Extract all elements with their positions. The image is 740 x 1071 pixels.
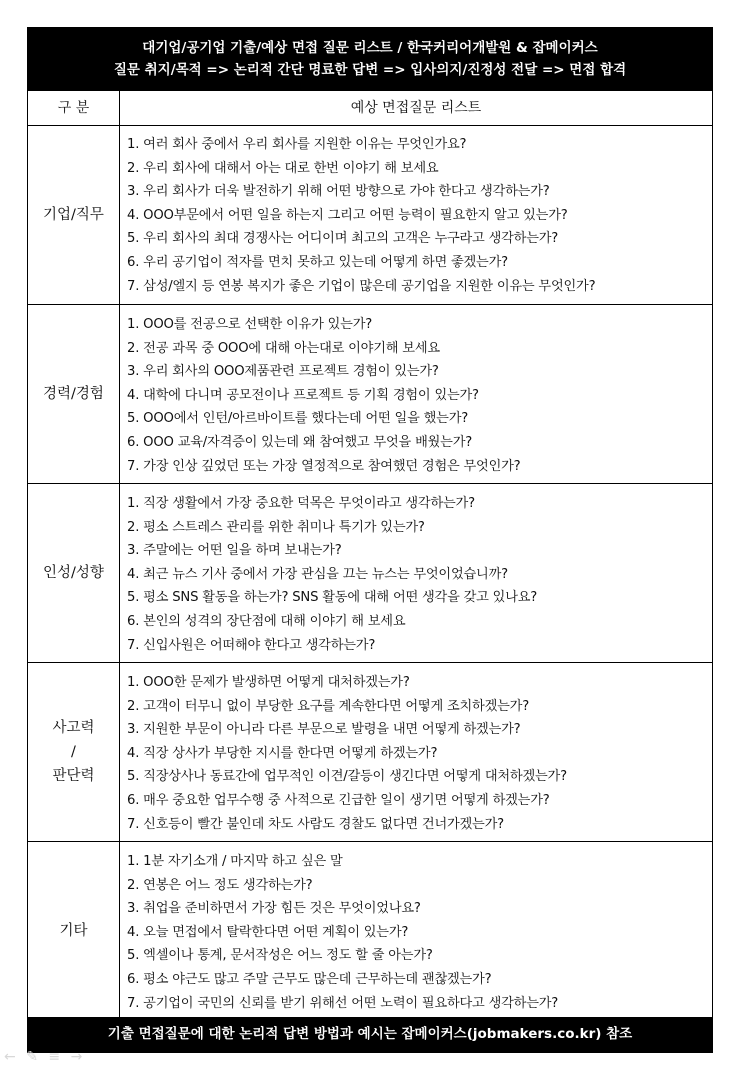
question-item: 2. 우리 회사에 대해서 아는 대로 한번 이야기 해 보세요 <box>127 160 439 176</box>
question-item: 6. 우리 공기업이 적자를 면치 못하고 있는데 어떻게 하면 좋겠는가? <box>127 254 508 270</box>
question-item: 4. 대학에 다니며 공모전이나 프로젝트 등 기획 경험이 있는가? <box>127 387 479 403</box>
question-list <box>127 313 708 478</box>
question-item: 7. 삼성/엘지 등 연봉 복지가 좋은 기업이 많은데 공기업을 지원한 이유는 무엇인가? <box>127 278 596 294</box>
question-item: 1. OOO를 전공으로 선택한 이유가 있는가? <box>127 317 373 332</box>
question-item: 3. 주말에는 어떤 일을 하며 보내는가? <box>127 543 342 559</box>
question-item: 2. 평소 스트레스 관리를 위한 취미나 특기가 있는가? <box>127 519 425 535</box>
question-list <box>127 133 708 298</box>
question-item: 5. OOO에서 인턴/아르바이트를 했다는데 어떤 일을 했는가? <box>127 411 469 427</box>
column-header-row <box>28 91 712 126</box>
question-item: 4. 직장 상사가 부당한 지시를 한다면 어떻게 하겠는가? <box>127 745 438 761</box>
table-header-banner <box>28 28 712 91</box>
question-item: 5. 엑셀이나 통계, 문서작성은 어느 정도 할 줄 아는가? <box>127 948 433 964</box>
section-row <box>28 663 712 842</box>
section-row <box>28 305 712 484</box>
question-item: 6. 매우 중요한 업무수행 중 사적으로 긴급한 일이 생기면 어떻게 하겠는가? <box>127 792 550 808</box>
pen-icon[interactable]: ✎ <box>26 1049 38 1065</box>
header-subtitle: 질문 취지/목적 => 논리적 간단 명료한 답변 => 입사의지/진정성 전달 => 면접 합격 <box>113 62 627 78</box>
question-item: 4. 최근 뉴스 기사 중에서 가장 관심을 끄는 뉴스는 무엇이었습니까? <box>127 566 508 582</box>
category-label: 기업/직무 <box>43 206 104 223</box>
section-row <box>28 125 712 305</box>
back-arrow-icon[interactable]: ← <box>4 1049 16 1065</box>
question-item: 7. 공기업이 국민의 신뢰를 받기 위해선 어떤 노력이 필요하다고 생각하는가? <box>127 995 559 1011</box>
question-list <box>127 671 708 836</box>
page-nav-toolbar <box>4 1049 88 1069</box>
question-item: 7. 가장 인상 깊었던 또는 가장 열정적으로 참여했던 경험은 무엇인가? <box>127 458 521 474</box>
question-item: 4. 오늘 면접에서 탈락한다면 어떤 계획이 있는가? <box>127 924 409 940</box>
column-header-questions: 예상 면접질문 리스트 <box>350 100 482 116</box>
question-list <box>127 850 708 1015</box>
header-title: 대기업/공기업 기출/예상 면접 질문 리스트 / 한국커리어개발원 & 잡메이커스 <box>142 40 598 56</box>
table-footer-note: 기출 면접질문에 대한 논리적 답변 방법과 예시는 잡메이커스(jobmakers.co.kr) 참조 <box>28 1017 712 1052</box>
category-cell <box>28 663 120 841</box>
question-item: 5. 직장상사나 동료간에 업무적인 이견/갈등이 생긴다면 어떻게 대처하겠는가? <box>127 769 567 785</box>
question-item: 7. 신입사원은 어떠해야 한다고 생각하는가? <box>127 637 376 653</box>
question-item: 4. OOO부문에서 어떤 일을 하는지 그리고 어떤 능력이 필요한지 알고 있는가? <box>127 207 568 223</box>
category-label: 기타 <box>59 923 88 939</box>
category-label: 사고력 <box>52 720 95 736</box>
question-item: 6. 본인의 성격의 장단점에 대해 이야기 해 보세요 <box>127 613 406 629</box>
question-item: 6. 평소 야근도 많고 주말 근무도 많은데 근무하는데 괜찮겠는가? <box>127 971 492 987</box>
question-item: 2. 연봉은 어느 정도 생각하는가? <box>127 877 313 893</box>
interview-question-table <box>27 27 713 1053</box>
menu-icon[interactable]: ≡ <box>48 1049 61 1065</box>
question-item: 3. 우리 회사가 더욱 발전하기 위해 어떤 방향으로 가야 한다고 생각하는가? <box>127 184 550 200</box>
category-cell <box>28 842 120 1020</box>
category-cell <box>28 125 120 304</box>
question-item: 2. 전공 과목 중 OOO에 대해 아는대로 이야기해 보세요 <box>127 340 440 356</box>
section-row <box>28 842 712 1021</box>
question-item: 3. 지원한 부문이 아니라 다른 부문으로 발령을 내면 어떻게 하겠는가? <box>127 722 521 738</box>
category-label: 인성/성향 <box>43 565 104 581</box>
question-item: 2. 고객이 터무니 없이 부당한 요구를 계속한다면 어떻게 조치하겠는가? <box>127 698 530 714</box>
question-item: 6. OOO 교육/자격증이 있는데 왜 참여했고 무엇을 배웠는가? <box>127 434 473 450</box>
question-item: 3. 우리 회사의 OOO제품관련 프로젝트 경험이 있는가? <box>127 364 439 380</box>
category-cell <box>28 484 120 662</box>
category-label: 경력/경험 <box>43 386 104 402</box>
question-item: 1. 직장 생활에서 가장 중요한 덕목은 무엇이라고 생각하는가? <box>127 496 475 511</box>
category-cell <box>28 305 120 483</box>
question-item: 5. 평소 SNS 활동을 하는가? SNS 활동에 대해 어떤 생각을 갖고 있나요? <box>127 590 538 606</box>
question-item: 7. 신호등이 빨간 불인데 차도 사람도 경찰도 없다면 건너가겠는가? <box>127 816 504 832</box>
question-item: 3. 취업을 준비하면서 가장 힘든 것은 무엇이었나요? <box>127 901 421 917</box>
question-item: 1. OOO한 문제가 발생하면 어떻게 대처하겠는가? <box>127 675 410 690</box>
section-row <box>28 484 712 663</box>
category-label: 판단력 <box>52 768 95 784</box>
forward-arrow-icon[interactable]: → <box>70 1049 83 1065</box>
column-header-category: 구 분 <box>28 91 120 125</box>
category-label: / <box>71 744 76 760</box>
question-item: 5. 우리 회사의 최대 경쟁사는 어디이며 최고의 고객은 누구라고 생각하는가? <box>127 231 559 247</box>
question-item: 1. 여러 회사 중에서 우리 회사를 지원한 이유는 무엇인가요? <box>127 137 467 152</box>
question-item: 1. 1분 자기소개 / 마지막 하고 싶은 말 <box>127 854 343 869</box>
question-list <box>127 492 708 657</box>
